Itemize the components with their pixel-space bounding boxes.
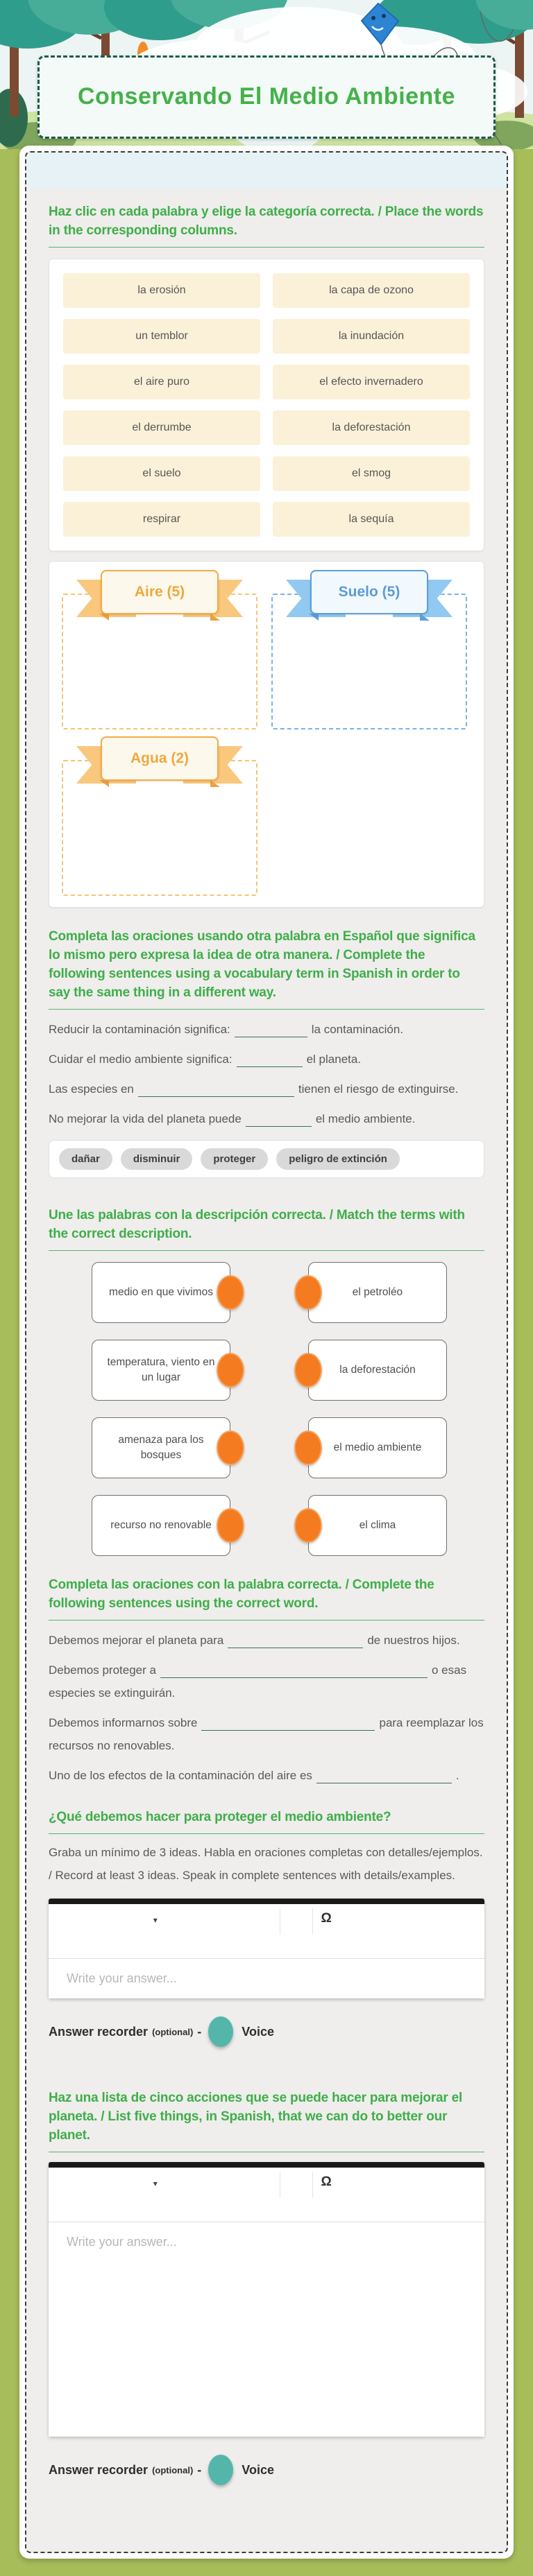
- word-chip[interactable]: la capa de ozono: [273, 273, 470, 308]
- question-5-open-answer: [49, 1808, 484, 2047]
- fill-in-sentence: [49, 1659, 484, 1704]
- answer-blank-input[interactable]: [246, 1112, 312, 1127]
- match-connector-dot[interactable]: [294, 1353, 322, 1388]
- question-1-instructions: Haz clic en cada palabra y elige la categoría correcta. / Place the words in the corresponding columns.: [49, 205, 484, 238]
- match-term-card[interactable]: [92, 1340, 230, 1401]
- paragraph-format-dropdown-icon[interactable]: ▾: [153, 1915, 158, 1925]
- fill-in-sentences: [49, 1018, 484, 1130]
- editor-toolbar: [49, 2168, 484, 2222]
- matching-grid: [92, 1262, 484, 1556]
- ribbon-fold: [309, 614, 319, 621]
- question-3-instructions: Une las palabras con la descripción correcta. / Match the terms with the correct description.: [49, 1208, 465, 1241]
- recorder-optional-label: (optional): [152, 2026, 194, 2037]
- sentence-text-before: Las especies en: [49, 1082, 134, 1096]
- matching-row: [92, 1340, 484, 1401]
- category-label: Suelo (5): [310, 570, 428, 614]
- category-ribbon: [76, 570, 243, 620]
- answer-blank-input[interactable]: [138, 1082, 294, 1097]
- question-2-fill-in: [49, 927, 484, 1178]
- word-chip[interactable]: un temblor: [63, 319, 260, 354]
- page-title: Conservando El Medio Ambiente: [77, 83, 456, 110]
- sentence-text-before: Uno de los efectos de la contaminación del aire es: [49, 1769, 312, 1782]
- match-answer-text: el medio ambiente: [333, 1442, 422, 1453]
- fill-in-sentence: [49, 1629, 484, 1652]
- voice-label: Voice: [242, 2024, 274, 2039]
- category-ribbon: [286, 570, 452, 620]
- category-column: [62, 570, 257, 729]
- recorder-dash: -: [197, 2024, 202, 2039]
- word-bank-pill[interactable]: dañar: [59, 1148, 112, 1170]
- fill-in-sentences: [49, 1629, 484, 1787]
- question-3-matching: [49, 1206, 484, 1556]
- sentence-text-before: Debemos proteger a: [49, 1663, 156, 1677]
- match-term-text: amenaza para los bosques: [118, 1434, 204, 1461]
- recorder-label: Answer recorder: [49, 2024, 149, 2039]
- word-chip[interactable]: el efecto invernadero: [273, 365, 470, 399]
- title-banner: [37, 55, 496, 139]
- word-chip[interactable]: la sequía: [273, 502, 470, 537]
- toolbar-divider: [312, 2172, 313, 2198]
- matching-row: [92, 1262, 484, 1323]
- answer-recorder: [49, 2016, 484, 2047]
- word-chips-card: [49, 259, 484, 551]
- sentence-text-before: Debemos informarnos sobre: [49, 1716, 198, 1729]
- voice-label: Voice: [242, 2462, 274, 2477]
- voice-record-button[interactable]: [208, 2016, 233, 2047]
- answer-blank-input[interactable]: [201, 1715, 375, 1731]
- sentence-text-before: Debemos mejorar el planeta para: [49, 1634, 224, 1647]
- word-chip[interactable]: la inundación: [273, 319, 470, 354]
- fill-in-sentence: [49, 1711, 484, 1757]
- sentence-text-after: .: [455, 1769, 459, 1782]
- word-chips-grid: [63, 273, 470, 537]
- question-1-categorize: [49, 202, 484, 908]
- answer-blank-input[interactable]: [237, 1052, 303, 1067]
- sentence-text-after: o esas especies se extinguirán.: [49, 1663, 467, 1700]
- match-term-card[interactable]: [92, 1495, 230, 1556]
- match-answer-card[interactable]: [308, 1340, 447, 1401]
- matching-row: [92, 1495, 484, 1556]
- ribbon-fold: [99, 780, 109, 787]
- sentence-text-after: de nuestros hijos.: [367, 1634, 460, 1647]
- question-2-instructions: Completa las oraciones usando otra palabra en Español que significa lo mismo pero expresa la idea de otra manera. / Complete the following sentences using a vocabulary term in Spanish in order to say the same thing in a different way.: [49, 929, 475, 1000]
- match-answer-card[interactable]: [308, 1262, 447, 1323]
- answer-text-input[interactable]: [49, 2222, 484, 2437]
- match-term-text: temperatura, viento en un lugar: [107, 1356, 215, 1383]
- sentence-text-after: tienen el riesgo de extinguirse.: [298, 1082, 459, 1096]
- editor-top-bar: [49, 2162, 484, 2168]
- fill-in-sentence: [49, 1107, 484, 1130]
- question-5-directions: Graba un mínimo de 3 ideas. Habla en oraciones completas con detalles/ejemplos. / Record at least 3 ideas. Speak in complete sentences with details/examples.: [49, 1846, 483, 1882]
- match-connector-dot[interactable]: [217, 1430, 244, 1465]
- sentence-text-before: Cuidar el medio ambiente significa:: [49, 1053, 232, 1066]
- match-term-text: medio en que vivimos: [109, 1286, 213, 1298]
- word-bank: [49, 1140, 484, 1178]
- match-connector-dot[interactable]: [294, 1430, 322, 1465]
- answer-blank-input[interactable]: [316, 1768, 452, 1783]
- word-chip[interactable]: el aire puro: [63, 365, 260, 399]
- question-6-title: Haz una lista de cinco acciones que se puede hacer para mejorar el planeta. / List five things, in Spanish, that we can do to better our planet.: [49, 2091, 463, 2143]
- word-chip[interactable]: respirar: [63, 502, 260, 537]
- input-placeholder: Write your answer...: [67, 2235, 177, 2249]
- fill-in-sentence: [49, 1018, 484, 1041]
- fill-in-sentence: [49, 1048, 484, 1071]
- category-ribbon: [76, 736, 243, 786]
- worksheet-container: [19, 146, 514, 2559]
- match-connector-dot[interactable]: [294, 1275, 322, 1310]
- category-column: [271, 570, 467, 729]
- match-answer-text: el clima: [359, 1519, 396, 1531]
- categories-row: [62, 570, 471, 896]
- match-term-card[interactable]: [92, 1417, 230, 1478]
- sentence-text-before: No mejorar la vida del planeta puede: [49, 1112, 242, 1125]
- special-characters-icon[interactable]: Ω: [321, 1911, 332, 1926]
- word-chip[interactable]: la erosión: [63, 273, 260, 308]
- category-label: Aire (5): [101, 570, 219, 614]
- divider: [49, 1250, 484, 1251]
- answer-recorder: [49, 2455, 484, 2485]
- rich-text-editor: [49, 2162, 484, 2437]
- match-connector-dot[interactable]: [217, 1275, 244, 1310]
- match-connector-dot[interactable]: [217, 1353, 244, 1388]
- special-characters-icon[interactable]: Ω: [321, 2175, 332, 2189]
- category-label: Agua (2): [101, 736, 219, 781]
- fill-in-sentence: [49, 1764, 484, 1787]
- answer-text-input[interactable]: [49, 1958, 484, 1998]
- sentence-text-after: para reemplazar los recursos no renovables.: [49, 1716, 484, 1752]
- editor-top-bar: [49, 1899, 484, 1904]
- word-bank-pill[interactable]: proteger: [201, 1148, 268, 1170]
- sentence-text-after: el medio ambiente.: [315, 1112, 416, 1125]
- word-chip[interactable]: el derrumbe: [63, 410, 260, 445]
- sentence-text-after: la contaminación.: [311, 1023, 404, 1036]
- match-answer-text: la deforestación: [339, 1364, 416, 1376]
- rich-text-editor: [49, 1899, 484, 1998]
- word-chip[interactable]: el suelo: [63, 456, 260, 491]
- question-5-title: ¿Qué debemos hacer para proteger el medio ambiente?: [49, 1810, 391, 1824]
- matching-row: [92, 1417, 484, 1478]
- match-answer-card[interactable]: [308, 1495, 447, 1556]
- word-chip[interactable]: el smog: [273, 456, 470, 491]
- answer-blank-input[interactable]: [235, 1022, 307, 1037]
- recorder-optional-label: (optional): [152, 2464, 194, 2475]
- divider: [49, 247, 484, 248]
- match-answer-card[interactable]: [308, 1417, 447, 1478]
- editor-toolbar: [49, 1904, 484, 1958]
- word-chip[interactable]: la deforestación: [273, 410, 470, 445]
- answer-blank-input[interactable]: [160, 1663, 428, 1678]
- word-bank-pill[interactable]: disminuir: [121, 1148, 193, 1170]
- ribbon-fold: [99, 614, 109, 621]
- divider: [49, 1833, 484, 1834]
- sentence-text-before: Reducir la contaminación significa:: [49, 1023, 230, 1036]
- match-answer-text: el petroléo: [352, 1286, 403, 1298]
- recorder-label: Answer recorder: [49, 2462, 149, 2477]
- worksheet-body: [25, 151, 508, 2553]
- question-6-open-answer: [49, 2089, 484, 2485]
- input-placeholder: Write your answer...: [67, 1971, 177, 1985]
- voice-record-button[interactable]: [208, 2455, 233, 2485]
- match-connector-dot[interactable]: [217, 1508, 244, 1543]
- paragraph-format-dropdown-icon[interactable]: ▾: [153, 2179, 158, 2188]
- sentence-text-after: el planeta.: [306, 1053, 362, 1066]
- category-column: [62, 736, 257, 896]
- answer-blank-input[interactable]: [228, 1633, 363, 1648]
- fill-in-sentence: [49, 1078, 484, 1100]
- match-term-card[interactable]: [92, 1262, 230, 1323]
- match-connector-dot[interactable]: [294, 1508, 322, 1543]
- question-4-fill-in: [49, 1575, 484, 1787]
- match-term-text: recurso no renovable: [110, 1519, 212, 1531]
- word-bank-pill[interactable]: peligro de extinción: [276, 1148, 400, 1170]
- divider: [49, 1009, 484, 1010]
- recorder-dash: -: [197, 2462, 202, 2477]
- toolbar-divider: [312, 1908, 313, 1935]
- categories-card: [49, 561, 484, 908]
- question-4-instructions: Completa las oraciones con la palabra correcta. / Complete the following sentences using the correct word.: [49, 1577, 434, 1611]
